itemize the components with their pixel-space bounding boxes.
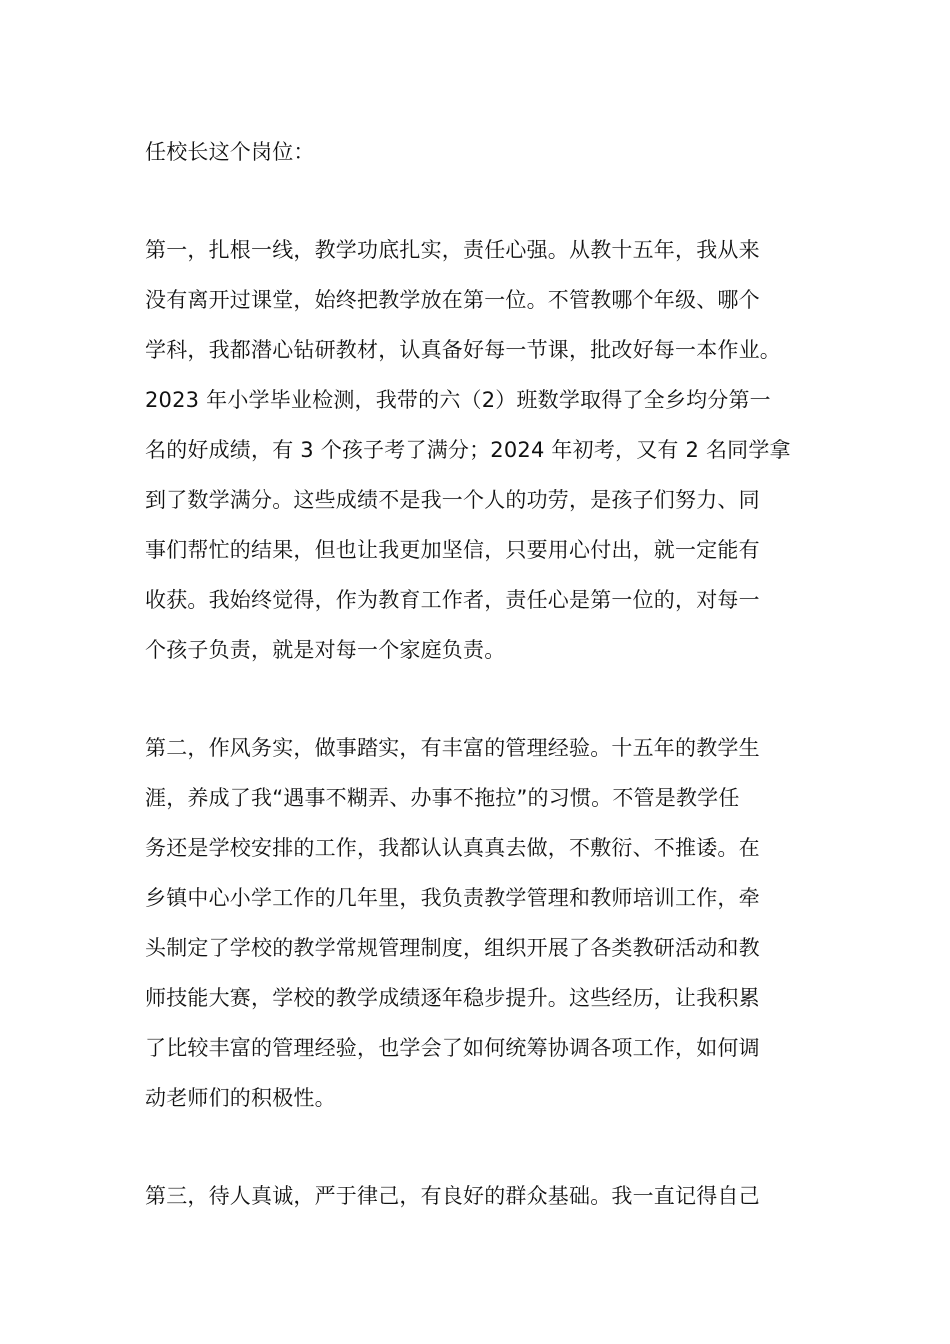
para2-line-1: 第二，作风务实，做事踏实，有丰富的管理经验。十五年的教学生	[145, 736, 760, 760]
intro-line: 任校长这个岗位：	[145, 140, 315, 164]
para1-line-6: 到了数学满分。这些成绩不是我一个人的功劳，是孩子们努力、同	[145, 488, 760, 512]
para1-line-1: 第一，扎根一线，教学功底扎实，责任心强。从教十五年，我从来	[145, 238, 760, 262]
para2-line-6: 师技能大赛，学校的教学成绩逐年稳步提升。这些经历，让我积累	[145, 986, 760, 1010]
para2-line-5: 头制定了学校的教学常规管理制度，组织开展了各类教研活动和教	[145, 936, 760, 960]
para2-line-3: 务还是学校安排的工作，我都认认真真去做，不敷衍、不推诿。在	[145, 836, 760, 860]
para1-line-2: 没有离开过课堂，始终把教学放在第一位。不管教哪个年级、哪个	[145, 288, 760, 312]
para1-line-7: 事们帮忙的结果，但也让我更加坚信，只要用心付出，就一定能有	[145, 538, 760, 562]
para1-line-4: 2023 年小学毕业检测，我带的六（2）班数学取得了全乡均分第一	[145, 388, 771, 412]
para1-line-8: 收获。我始终觉得，作为教育工作者，责任心是第一位的，对每一	[145, 588, 760, 612]
para1-line-9: 个孩子负责，就是对每一个家庭负责。	[145, 638, 506, 662]
para2-line-8: 动老师们的积极性。	[145, 1086, 336, 1110]
para1-line-5: 名的好成绩，有 3 个孩子考了满分；2024 年初考，又有 2 名同学拿	[145, 438, 791, 462]
para1-line-3: 学科，我都潜心钻研教材，认真备好每一节课，批改好每一本作业。	[145, 338, 781, 362]
para2-line-2: 涯，养成了我“遇事不糊弄、办事不拖拉”的习惯。不管是教学任	[145, 786, 740, 810]
para2-line-7: 了比较丰富的管理经验，也学会了如何统筹协调各项工作，如何调	[145, 1036, 760, 1060]
para2-line-4: 乡镇中心小学工作的几年里，我负责教学管理和教师培训工作，牵	[145, 886, 760, 910]
para3-line-1: 第三，待人真诚，严于律己，有良好的群众基础。我一直记得自己	[145, 1184, 760, 1208]
